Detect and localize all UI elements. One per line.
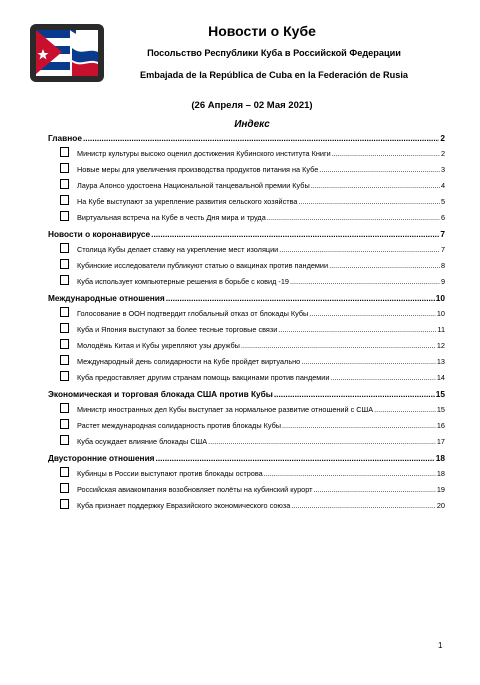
toc-entry[interactable]: [48, 162, 445, 178]
missing-glyph-bullet-icon: [60, 435, 69, 445]
toc-entry-title: Международный день солидарности на Кубе пройдет виртуально: [77, 357, 301, 366]
toc-leader-dots: [208, 434, 436, 450]
toc-page-number: 4: [440, 181, 445, 190]
toc-entry[interactable]: [48, 418, 445, 434]
toc-page-number: 18: [435, 453, 445, 463]
missing-glyph-bullet-icon: [60, 483, 69, 493]
toc-entry[interactable]: [48, 242, 445, 258]
toc-entry-title: Министр культуры высоко оценил достижения Кубинского института Книги: [77, 149, 331, 158]
toc-section-heading[interactable]: [48, 130, 445, 146]
toc-entry[interactable]: [48, 482, 445, 498]
toc-section-title: Двусторонние отношения: [48, 453, 155, 463]
embassy-name-spanish: Embajada de la República de Cuba en la Federación de Rusia: [139, 70, 409, 80]
toc-entry-title: Куба использует компьютерные решения в борьбе с ковид -19: [77, 277, 289, 286]
toc-entry[interactable]: [48, 370, 445, 386]
toc-entry[interactable]: [48, 178, 445, 194]
toc-leader-dots: [332, 146, 440, 162]
toc-entry[interactable]: [48, 402, 445, 418]
toc-section-title: Главное: [48, 133, 82, 143]
missing-glyph-bullet-icon: [60, 499, 69, 509]
toc-leader-dots: [313, 482, 435, 498]
toc-page-number: 18: [436, 469, 445, 478]
missing-glyph-bullet-icon: [60, 323, 69, 333]
toc-page-number: 2: [440, 133, 445, 143]
toc-leader-dots: [319, 162, 440, 178]
toc-page-number: 17: [436, 437, 445, 446]
toc-leader-dots: [267, 210, 440, 226]
toc-page-number: 19: [436, 485, 445, 494]
toc-leader-dots: [166, 290, 435, 306]
missing-glyph-bullet-icon: [60, 467, 69, 477]
toc-entry-title: Кубинские исследователи публикуют статью о вакцинах против пандемии: [77, 261, 329, 270]
toc-entry[interactable]: [48, 210, 445, 226]
page-number: 1: [438, 641, 443, 650]
missing-glyph-bullet-icon: [60, 307, 69, 317]
toc-entry[interactable]: [48, 322, 445, 338]
toc-page-number: 13: [436, 357, 445, 366]
table-of-contents: [48, 130, 445, 514]
toc-page-number: 7: [440, 229, 445, 239]
toc-page-number: 9: [440, 277, 445, 286]
toc-leader-dots: [330, 370, 435, 386]
toc-leader-dots: [279, 242, 440, 258]
toc-entry[interactable]: [48, 354, 445, 370]
toc-leader-dots: [290, 274, 440, 290]
toc-page-number: 14: [436, 373, 445, 382]
missing-glyph-bullet-icon: [60, 339, 69, 349]
toc-entry-title: Голосование в ООН подтвердит глобальный отказ от блокады Кубы: [77, 309, 309, 318]
toc-entry-title: Растет международная солидарность против блокады Кубы: [77, 421, 281, 430]
toc-entry[interactable]: [48, 146, 445, 162]
toc-page-number: 10: [435, 293, 445, 303]
missing-glyph-bullet-icon: [60, 403, 69, 413]
missing-glyph-bullet-icon: [60, 371, 69, 381]
toc-page-number: 16: [436, 421, 445, 430]
toc-leader-dots: [241, 338, 436, 354]
toc-leader-dots: [274, 386, 435, 402]
missing-glyph-bullet-icon: [60, 211, 69, 221]
index-heading: Индекс: [234, 119, 270, 130]
toc-page-number: 15: [436, 405, 445, 414]
toc-leader-dots: [83, 130, 439, 146]
toc-entry[interactable]: [48, 338, 445, 354]
toc-entry[interactable]: [48, 434, 445, 450]
missing-glyph-bullet-icon: [60, 355, 69, 365]
date-range: (26 Апреля – 02 Мая 2021): [191, 100, 313, 111]
toc-entry-title: Новые меры для увеличения производства продуктов питания на Кубе: [77, 165, 319, 174]
toc-leader-dots: [291, 498, 436, 514]
missing-glyph-bullet-icon: [60, 243, 69, 253]
toc-leader-dots: [282, 418, 436, 434]
toc-entry[interactable]: [48, 194, 445, 210]
missing-glyph-bullet-icon: [60, 419, 69, 429]
toc-leader-dots: [156, 450, 435, 466]
toc-section-heading[interactable]: [48, 450, 445, 466]
toc-page-number: 10: [436, 309, 445, 318]
toc-entry-title: Куба предоставляет другим странам помощь вакцинами против пандемии: [77, 373, 330, 382]
toc-page-number: 8: [440, 261, 445, 270]
toc-page-number: 7: [440, 245, 445, 254]
toc-entry[interactable]: [48, 498, 445, 514]
toc-leader-dots: [329, 258, 440, 274]
toc-entry-title: Молодёжь Китая и Кубы укрепляют узы дружбы: [77, 341, 240, 350]
toc-page-number: 11: [437, 325, 445, 334]
toc-leader-dots: [298, 194, 439, 210]
toc-leader-dots: [301, 354, 436, 370]
toc-section-title: Международные отношения: [48, 293, 165, 303]
toc-section-heading[interactable]: [48, 290, 445, 306]
toc-entry-title: Куба осуждает влияние блокады США: [77, 437, 208, 446]
toc-entry-title: Министр иностранных дел Кубы выступает за нормальное развитие отношений с США: [77, 405, 374, 414]
missing-glyph-bullet-icon: [60, 195, 69, 205]
toc-page-number: 5: [440, 197, 445, 206]
missing-glyph-bullet-icon: [60, 163, 69, 173]
toc-leader-dots: [309, 306, 436, 322]
toc-leader-dots: [264, 466, 436, 482]
toc-leader-dots: [151, 226, 439, 242]
toc-leader-dots: [374, 402, 436, 418]
toc-entry-title: Виртуальная встреча на Кубе в честь Дня мира и труда: [77, 213, 266, 222]
toc-page-number: 12: [436, 341, 445, 350]
toc-entry-title: Куба признает поддержку Евразийского экономического союза: [77, 501, 291, 510]
toc-page-number: 6: [440, 213, 445, 222]
toc-leader-dots: [311, 178, 440, 194]
missing-glyph-bullet-icon: [60, 259, 69, 269]
toc-entry-title: Российская авиакомпания возобновляет полёты на кубинский курорт: [77, 485, 313, 494]
toc-leader-dots: [278, 322, 436, 338]
toc-entry[interactable]: [48, 466, 445, 482]
toc-section-heading[interactable]: [48, 386, 445, 402]
toc-section-title: Экономическая и торговая блокада США против Кубы: [48, 389, 273, 399]
toc-entry-title: Кубинцы в России выступают против блокады острова: [77, 469, 263, 478]
toc-page-number: 20: [436, 501, 445, 510]
toc-entry[interactable]: [48, 274, 445, 290]
toc-page-number: 15: [435, 389, 445, 399]
missing-glyph-bullet-icon: [60, 275, 69, 285]
toc-page-number: 2: [440, 149, 445, 158]
toc-entry-title: На Кубе выступают за укрепление развития сельского хозяйства: [77, 197, 298, 206]
document-title: Новости о Кубе: [208, 23, 316, 39]
missing-glyph-bullet-icon: [60, 147, 69, 157]
embassy-name-russian: Посольство Республики Куба в Российской Федерации: [147, 48, 401, 58]
toc-entry-title: Столица Кубы делает ставку на укрепление мест изоляции: [77, 245, 279, 254]
toc-entry-title: Куба и Япония выступают за более тесные торговые связи: [77, 325, 278, 334]
toc-section-heading[interactable]: [48, 226, 445, 242]
toc-entry-title: Лаура Алонсо удостоена Национальной танцевальной премии Кубы: [77, 181, 310, 190]
missing-glyph-bullet-icon: [60, 179, 69, 189]
toc-entry[interactable]: [48, 306, 445, 322]
toc-section-title: Новости о коронавирусе: [48, 229, 151, 239]
toc-entry[interactable]: [48, 258, 445, 274]
toc-page-number: 3: [440, 165, 445, 174]
